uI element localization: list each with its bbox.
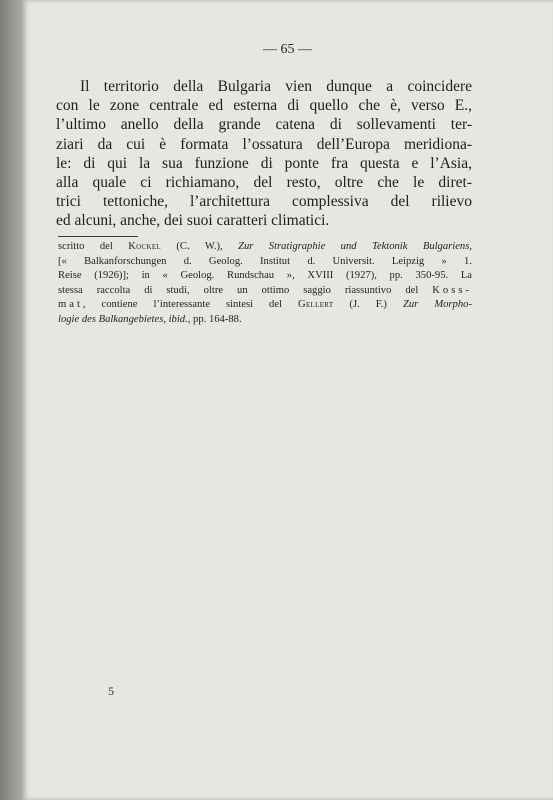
page-number: — 65 — (263, 42, 312, 57)
footnote-text: (C. W.), (161, 241, 239, 252)
body-line: le: di qui la sua funzione di ponte fra questa e l’Asia, (56, 154, 472, 172)
footnote-line (58, 284, 472, 299)
footnote-title: logie des Balkangebietes, ibid. (58, 313, 188, 325)
body-line: ziari da cui è formata l’ossatura dell’Europa meridiona- (56, 135, 472, 153)
footnote-author: Koss- (432, 284, 472, 296)
footnote-text: stessa raccolta di studi, oltre un ottimo saggio riassuntivo del (58, 284, 433, 296)
body-line: con le zone centrale ed esterna di quello che è, verso E., (56, 97, 472, 115)
body-line: trici tettoniche, l’architettura complessiva del rilievo (56, 193, 472, 211)
footnote-divider (58, 236, 138, 237)
footnote-author: Kockel (128, 241, 161, 252)
body-line: ed alcuni, anche, dei suoi caratteri climatici. (56, 212, 330, 230)
footnote-text: , pp. 164-88. (187, 313, 242, 325)
footnote-text: scritto del (58, 241, 129, 252)
footnote-author: Gellert (298, 299, 334, 311)
footnote-title: Zur Morpho- (402, 299, 472, 311)
footnote-text: , contiene l’interessante sintesi del (82, 299, 299, 311)
book-page (22, 0, 553, 800)
body-line: l’ultimo anello della grande catena di sollevamenti ter- (56, 116, 472, 134)
footnote-line (58, 298, 472, 313)
footnote (58, 240, 472, 328)
footnote-line: [« Balkanforschungen d. Geolog. Institut d. Universit. Leipzig » 1. (58, 255, 472, 267)
signature-mark: 5 (108, 684, 114, 698)
footnote-line (58, 240, 472, 255)
footnote-title: Zur Stratigraphie und Tektonik Bulgariens, (238, 241, 472, 252)
footnote-text: (J. F.) (333, 299, 403, 311)
body-line: Il territorio della Bulgaria vien dunque a coincidere (80, 78, 472, 95)
footnote-line: Reise (1926)]; in « Geolog. Rundschau », XVIII (1927), pp. 350-95. La (58, 270, 472, 282)
footnote-line (58, 313, 472, 328)
footnote-author: mat (58, 299, 83, 311)
body-line: alla quale ci richiamano, del resto, oltre che le diret- (56, 174, 472, 192)
book-spine-shadow (0, 0, 22, 800)
body-paragraph (56, 77, 472, 231)
